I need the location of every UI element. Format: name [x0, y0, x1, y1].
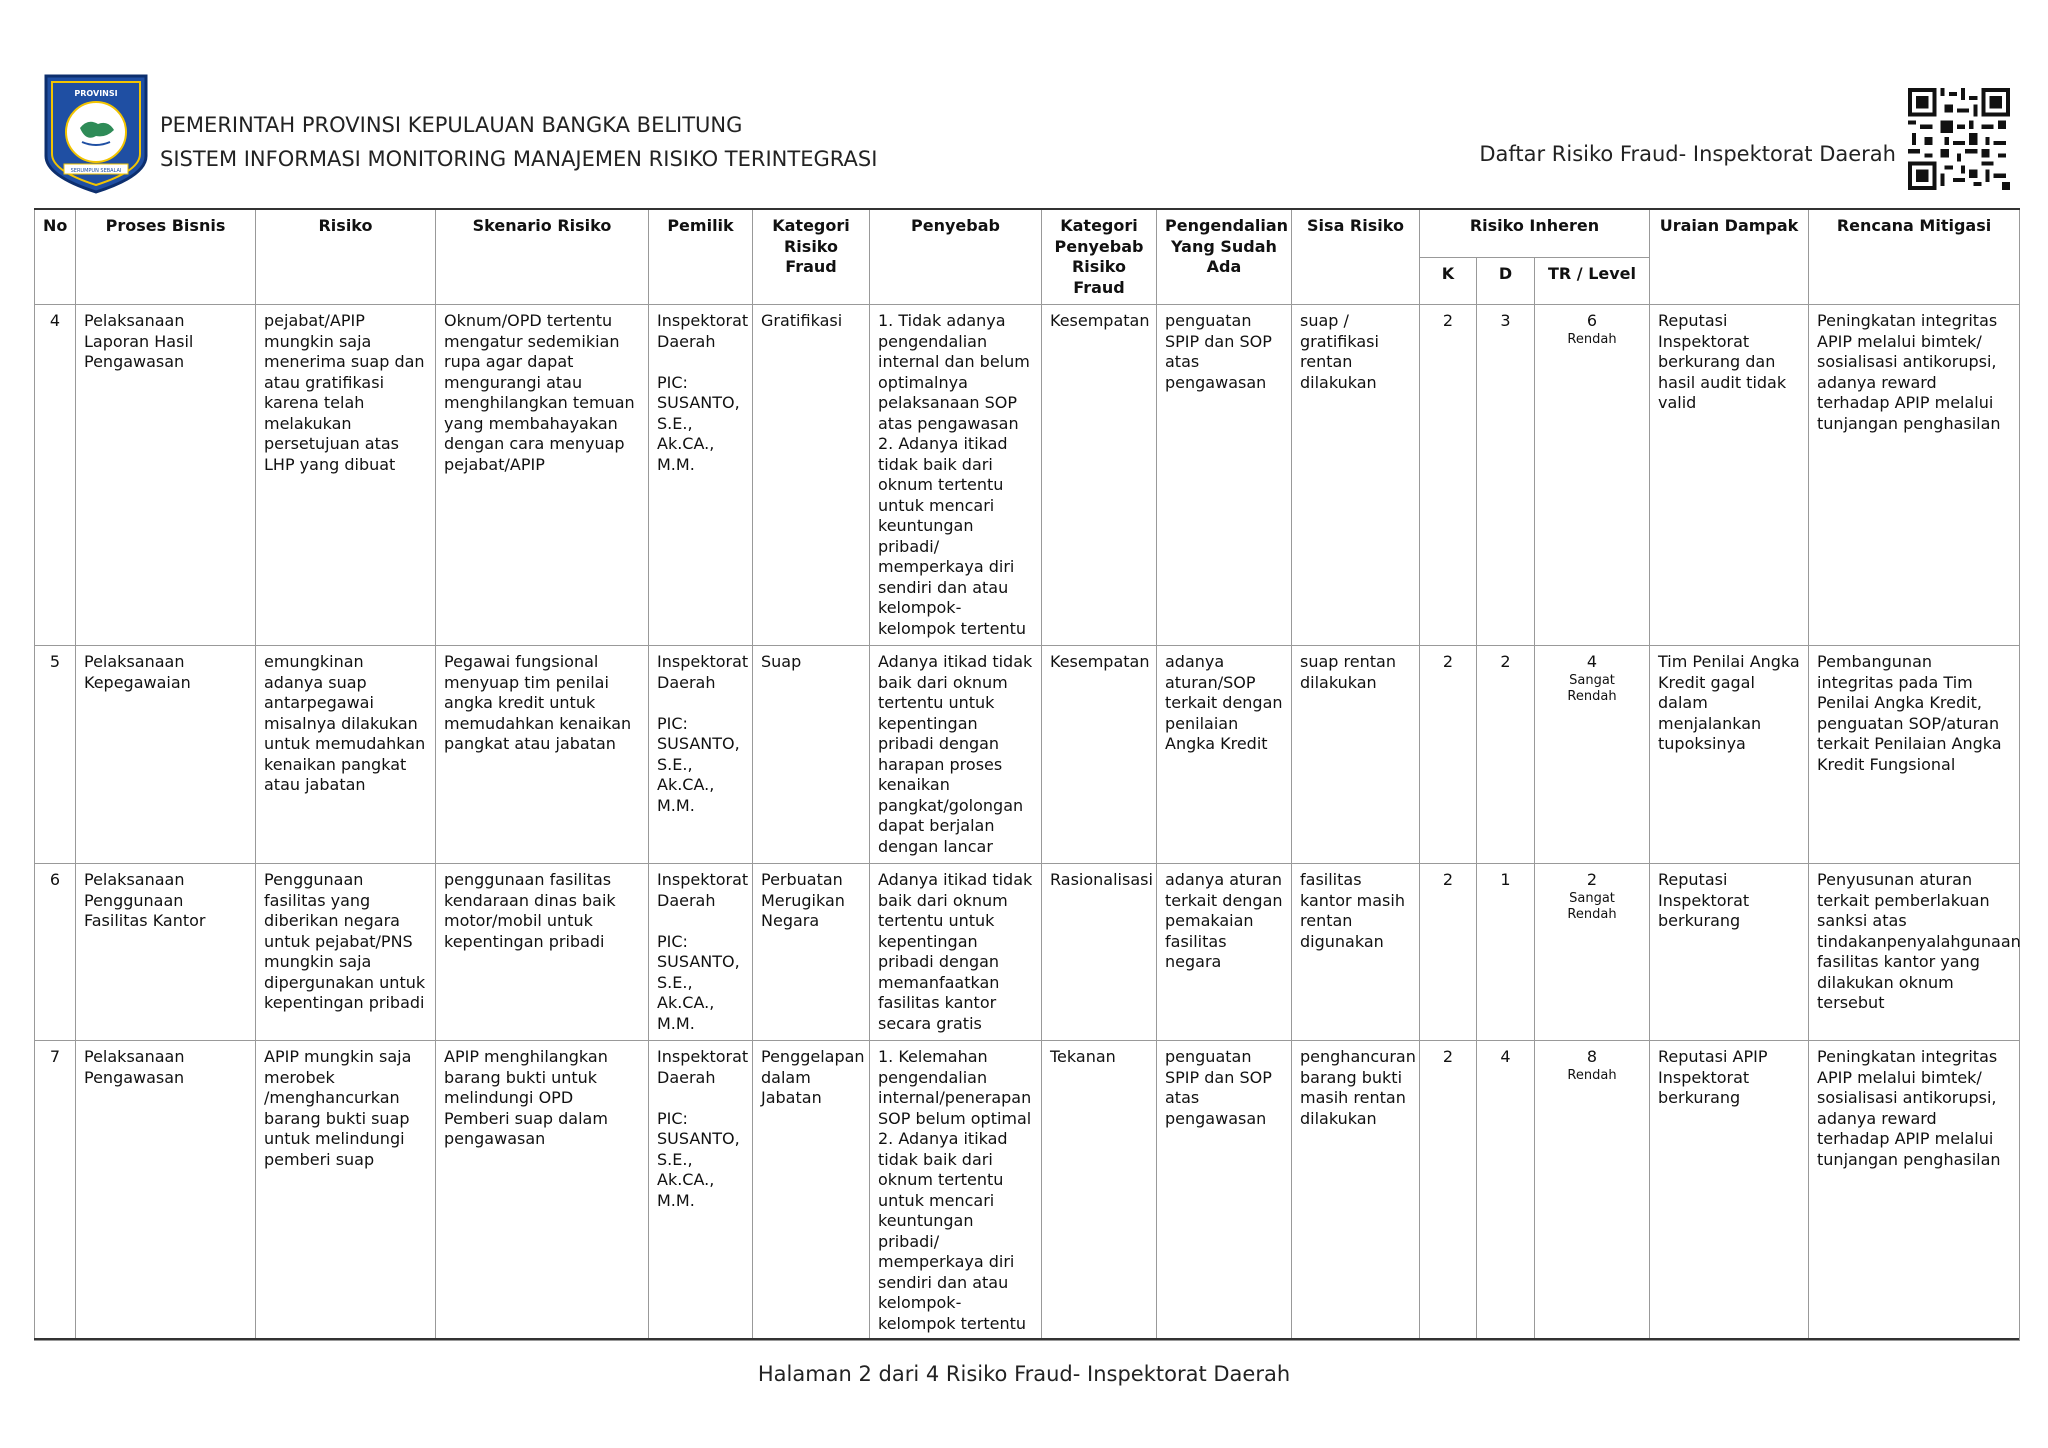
cell-pemilik: Inspektorat Daerah PIC: SUSANTO, S.E., Ak.CA., M.M. [649, 1041, 753, 1341]
tr-value: 4 [1586, 652, 1598, 671]
table-row [35, 305, 2020, 646]
cell-penyebab: Adanya itikad tidak baik dari oknum tertentu untuk kepentingan pribadi dengan memanfaatkan fasilitas kantor secara gratis [870, 864, 1042, 1041]
cell-d: 2 [1477, 646, 1535, 864]
level-label: Sangat Rendah [1567, 672, 1617, 704]
header-rencana-mitigasi: Rencana Mitigasi [1809, 209, 2020, 305]
provincial-crest-icon [42, 72, 150, 196]
cell-k: 2 [1420, 1041, 1477, 1341]
header-penyebab: Penyebab [870, 209, 1042, 305]
level-label: Rendah [1567, 331, 1617, 347]
cell-dampak: Reputasi Inspektorat berkurang dan hasil audit tidak valid [1650, 305, 1809, 646]
qr-code-icon [1908, 88, 2010, 190]
cell-kategori: Gratifikasi [753, 305, 870, 646]
cell-tr-level [1535, 864, 1650, 1041]
table-body [35, 305, 2020, 1341]
header-kategori-risiko-fraud: Kategori Risiko Fraud [753, 209, 870, 305]
table-row [35, 646, 2020, 864]
page-footer: Halaman 2 dari 4 Risiko Fraud- Inspektorat Daerah [757, 1362, 1291, 1386]
risk-register-table [34, 208, 2020, 1341]
level-label: Rendah [1567, 1067, 1617, 1083]
table-row [35, 864, 2020, 1041]
header-no: No [35, 209, 76, 305]
header-proses-bisnis: Proses Bisnis [76, 209, 256, 305]
cell-sisa-risiko: suap rentan dilakukan [1292, 646, 1420, 864]
cell-kategori-penyebab: Kesempatan [1042, 646, 1157, 864]
cell-kategori-penyebab: Tekanan [1042, 1041, 1157, 1341]
tr-value: 2 [1586, 870, 1598, 889]
header-tr-level: TR / Level [1535, 257, 1650, 304]
cell-proses-bisnis: Pelaksanaan Kepegawaian [76, 646, 256, 864]
table-header [35, 209, 2020, 305]
cell-risiko: pejabat/APIP mungkin saja menerima suap dan atau gratifikasi karena telah melakukan persetujuan atas LHP yang dibuat [256, 305, 436, 646]
cell-mitigasi: Pembangunan integritas pada Tim Penilai Angka Kredit, penguatan SOP/aturan terkait Penilaian Angka Kredit Fungsional [1809, 646, 2020, 864]
cell-k: 2 [1420, 305, 1477, 646]
header-kategori-penyebab: Kategori Penyebab Risiko Fraud [1042, 209, 1157, 305]
document-header [0, 0, 2048, 200]
cell-risiko: Penggunaan fasilitas yang diberikan negara untuk pejabat/PNS mungkin saja dipergunakan untuk kepentingan pribadi [256, 864, 436, 1041]
cell-pengendalian: penguatan SPIP dan SOP atas pengawasan [1157, 1041, 1292, 1341]
header-sisa-risiko: Sisa Risiko [1292, 209, 1420, 305]
organization-name: PEMERINTAH PROVINSI KEPULAUAN BANGKA BELITUNG [160, 113, 743, 137]
tr-value: 6 [1586, 311, 1598, 330]
header-row [35, 209, 2020, 257]
table-row [35, 1041, 2020, 1341]
cell-risiko: emungkinan adanya suap antarpegawai misalnya dilakukan untuk memudahkan kenaikan pangkat atau jabatan [256, 646, 436, 864]
system-name: SISTEM INFORMASI MONITORING MANAJEMEN RISIKO TERINTEGRASI [160, 147, 878, 171]
header-pemilik: Pemilik [649, 209, 753, 305]
cell-penyebab: 1. Tidak adanya pengendalian internal dan belum optimalnya pelaksanaan SOP atas pengawasan 2. Adanya itikad tidak baik dari oknum tertentu untuk mencari keuntungan pribadi/ memperkaya diri sendiri dan atau kelompok-kelompok tertentu [870, 305, 1042, 646]
cell-no: 4 [35, 305, 76, 646]
cell-d: 1 [1477, 864, 1535, 1041]
cell-pemilik: Inspektorat Daerah PIC: SUSANTO, S.E., Ak.CA., M.M. [649, 646, 753, 864]
cell-tr-level [1535, 646, 1650, 864]
header-pengendalian: Pengendalian Yang Sudah Ada [1157, 209, 1292, 305]
cell-dampak: Reputasi Inspektorat berkurang [1650, 864, 1809, 1041]
cell-kategori-penyebab: Kesempatan [1042, 305, 1157, 646]
level-label: Sangat Rendah [1567, 890, 1617, 922]
header-k: K [1420, 257, 1477, 304]
cell-d: 4 [1477, 1041, 1535, 1341]
cell-dampak: Tim Penilai Angka Kredit gagal dalam menjalankan tupoksinya [1650, 646, 1809, 864]
cell-tr-level [1535, 305, 1650, 646]
cell-dampak: Reputasi APIP Inspektorat berkurang [1650, 1041, 1809, 1341]
cell-d: 3 [1477, 305, 1535, 646]
cell-sisa-risiko: penghancuran barang bukti masih rentan dilakukan [1292, 1041, 1420, 1341]
header-d: D [1477, 257, 1535, 304]
cell-no: 6 [35, 864, 76, 1041]
cell-kategori: Suap [753, 646, 870, 864]
logo-top-text: PROVINSI [74, 89, 118, 98]
cell-pengendalian: adanya aturan/SOP terkait dengan penilaian Angka Kredit [1157, 646, 1292, 864]
logo-banner-text: SERUMPUN SEBALAI [70, 168, 122, 174]
cell-tr-level [1535, 1041, 1650, 1341]
footer-divider [34, 1338, 2019, 1340]
cell-kategori-penyebab: Rasionalisasi [1042, 864, 1157, 1041]
cell-risiko: APIP mungkin saja merobek /menghancurkan barang bukti suap untuk melindungi pemberi suap [256, 1041, 436, 1341]
cell-mitigasi: Peningkatan integritas APIP melalui bimtek/ sosialisasi antikorupsi, adanya reward terhadap APIP melalui tunjangan penghasilan [1809, 305, 2020, 646]
header-risiko-inheren: Risiko Inheren [1420, 209, 1650, 257]
cell-skenario: APIP menghilangkan barang bukti untuk melindungi OPD Pemberi suap dalam pengawasan [436, 1041, 649, 1341]
document-title: Daftar Risiko Fraud- Inspektorat Daerah [1479, 142, 1896, 166]
cell-pemilik: Inspektorat Daerah PIC: SUSANTO, S.E., Ak.CA., M.M. [649, 305, 753, 646]
cell-pengendalian: adanya aturan terkait dengan pemakaian fasilitas negara [1157, 864, 1292, 1041]
cell-k: 2 [1420, 646, 1477, 864]
header-skenario-risiko: Skenario Risiko [436, 209, 649, 305]
cell-kategori: Penggelapan dalam Jabatan [753, 1041, 870, 1341]
cell-skenario: Pegawai fungsional menyuap tim penilai angka kredit untuk memudahkan kenaikan pangkat atau jabatan [436, 646, 649, 864]
organization-lines [160, 108, 877, 176]
cell-mitigasi: Peningkatan integritas APIP melalui bimtek/ sosialisasi antikorupsi, adanya reward terhadap APIP melalui tunjangan penghasilan [1809, 1041, 2020, 1341]
cell-penyebab: Adanya itikad tidak baik dari oknum tertentu untuk kepentingan pribadi dengan harapan proses kenaikan pangkat/golongan dapat berjalan dengan lancar [870, 646, 1042, 864]
cell-mitigasi: Penyusunan aturan terkait pemberlakuan sanksi atas tindakanpenyalahgunaan fasilitas kantor yang dilakukan oknum tersebut [1809, 864, 2020, 1041]
header-risiko: Risiko [256, 209, 436, 305]
cell-k: 2 [1420, 864, 1477, 1041]
tr-value: 8 [1586, 1047, 1598, 1066]
cell-proses-bisnis: Pelaksanaan Pengawasan [76, 1041, 256, 1341]
cell-sisa-risiko: suap / gratifikasi rentan dilakukan [1292, 305, 1420, 646]
cell-no: 7 [35, 1041, 76, 1341]
cell-proses-bisnis: Pelaksanaan Laporan Hasil Pengawasan [76, 305, 256, 646]
cell-no: 5 [35, 646, 76, 864]
cell-penyebab: 1. Kelemahan pengendalian internal/penerapan SOP belum optimal 2. Adanya itikad tidak baik dari oknum tertentu untuk mencari keuntungan pribadi/ memperkaya diri sendiri dan atau kelompok-kelompok tertentu [870, 1041, 1042, 1341]
cell-proses-bisnis: Pelaksanaan Penggunaan Fasilitas Kantor [76, 864, 256, 1041]
cell-sisa-risiko: fasilitas kantor masih rentan digunakan [1292, 864, 1420, 1041]
header-uraian-dampak: Uraian Dampak [1650, 209, 1809, 305]
cell-skenario: penggunaan fasilitas kendaraan dinas baik motor/mobil untuk kepentingan pribadi [436, 864, 649, 1041]
cell-pemilik: Inspektorat Daerah PIC: SUSANTO, S.E., Ak.CA., M.M. [649, 864, 753, 1041]
cell-skenario: Oknum/OPD tertentu mengatur sedemikian rupa agar dapat mengurangi atau menghilangkan temuan yang membahayakan dengan cara menyuap pejabat/APIP [436, 305, 649, 646]
cell-kategori: Perbuatan Merugikan Negara [753, 864, 870, 1041]
cell-pengendalian: penguatan SPIP dan SOP atas pengawasan [1157, 305, 1292, 646]
